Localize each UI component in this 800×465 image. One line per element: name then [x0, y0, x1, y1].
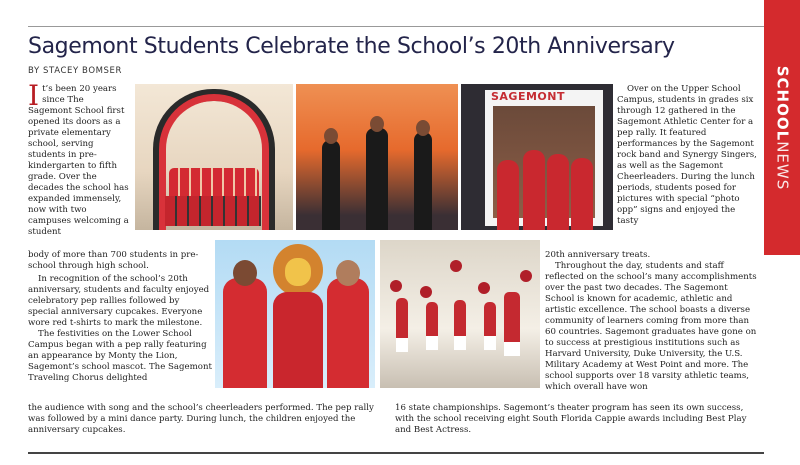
intro-continued: body of more than 700 students in pre-school through high school. — [28, 250, 199, 271]
photo-opp-frame — [461, 84, 613, 230]
band-member-head — [324, 128, 338, 144]
lower-school-continued: the audience with song and the school’s cheerleaders performed. The pep rally was followed by a mini dance party. During lunch, the children enjoyed the anniversary cupcakes. — [28, 403, 374, 435]
column-1-middle — [28, 250, 212, 384]
byline: BY STACEY BOMSER — [28, 66, 123, 76]
photo-cheerleaders — [380, 240, 540, 388]
section-tab-bold: SCHOOL — [773, 65, 791, 141]
article-headline: Sagemont Students Celebrate the School’s 20th Anniversary — [28, 34, 675, 59]
student — [497, 160, 519, 230]
column-3-top — [617, 84, 757, 227]
accomplishments-continued: 16 state championships. Sagemont’s theater program has seen its own success, with the school receiving eight South Florida Cappie awards including Best Play and Best Actress. — [395, 403, 747, 435]
paragraph-lower-school: The festivities on the Lower School Campus began with a pep rally featuring an appearance by Monty the Lion, Sagemont’s school mascot. The Sagemont Traveling Chorus delighted — [28, 329, 212, 383]
student — [571, 158, 593, 230]
section-tab — [764, 0, 800, 255]
pom-pom — [450, 260, 462, 272]
drop-cap: I — [28, 79, 40, 112]
band-member — [366, 128, 388, 230]
photo-opp-sign-label: SAGEMONT — [491, 90, 565, 103]
mascot-face — [285, 258, 311, 286]
photo-lion-mascot — [215, 240, 375, 388]
band-member — [322, 140, 340, 230]
paragraph-accomplishments: Throughout the day, students and staff reflected on the school’s many accomplishments over the past two decades. The Sagemont School is known for academic, athletic and artistic excellence. The school boasts a diverse community of learners coming from more than 60 countries. Sagemont graduates have gone on to success at prestigious institutions such as Harvard University, Duke University, the U.S. Military Academy at West Point and more. The school supports over 18 varsity athletic teams, which overall have won — [545, 261, 757, 392]
band-member-head — [416, 120, 430, 136]
paragraph-upper-school: Over on the Upper School Campus, students in grades six through 12 gathered in the Sagemont Athletic Center for a pep rally. It featured performances by the Sagemont rock band and Synergy Singers, as well as the Sagemont Cheerleaders. During the lunch periods, students posed for pictures with special “photo opp” signs and enjoyed the tasty — [617, 84, 757, 226]
students-front-row — [165, 196, 261, 226]
staff-member — [327, 278, 369, 388]
pom-pom — [420, 286, 432, 298]
cheerleader — [484, 302, 496, 336]
photo-balloon-arch — [135, 84, 293, 230]
intro-text: t’s been 20 years since The Sagemont School first opened its doors as a private elementary school, serving students in pre-kindergarten to fifth grade. Over the decades the school has expanded immensely, now with two campuses welcoming a student — [28, 84, 129, 237]
column-3-bottom — [395, 403, 757, 436]
section-tab-light: NEWS — [773, 140, 791, 190]
column-1-top — [28, 79, 130, 238]
staff-member — [223, 278, 267, 388]
student — [523, 150, 545, 230]
column-3-middle — [545, 250, 757, 393]
staff-member-head — [336, 260, 360, 286]
student — [547, 154, 569, 230]
band-member — [414, 132, 432, 230]
mascot-body — [273, 292, 323, 388]
paragraph-anniversary: In recognition of the school’s 20th anniversary, students and faculty enjoyed celebratory pep rallies followed by special anniversary cupcakes. Everyone wore red t-shirts to mark the milestone. — [28, 274, 210, 328]
cheerleader — [504, 292, 520, 342]
column-1-bottom — [28, 403, 388, 436]
bottom-rule — [28, 452, 764, 454]
upper-school-continued: 20th anniversary treats. — [545, 250, 651, 260]
pom-pom — [478, 282, 490, 294]
photo-rock-band — [296, 84, 458, 230]
pom-pom — [390, 280, 402, 292]
staff-member-head — [233, 260, 257, 286]
top-rule — [28, 26, 764, 27]
cheerleader — [396, 298, 408, 338]
cheerleader — [426, 302, 438, 336]
cheerleader — [454, 300, 466, 336]
band-member-head — [370, 116, 384, 132]
pom-pom — [520, 270, 532, 282]
